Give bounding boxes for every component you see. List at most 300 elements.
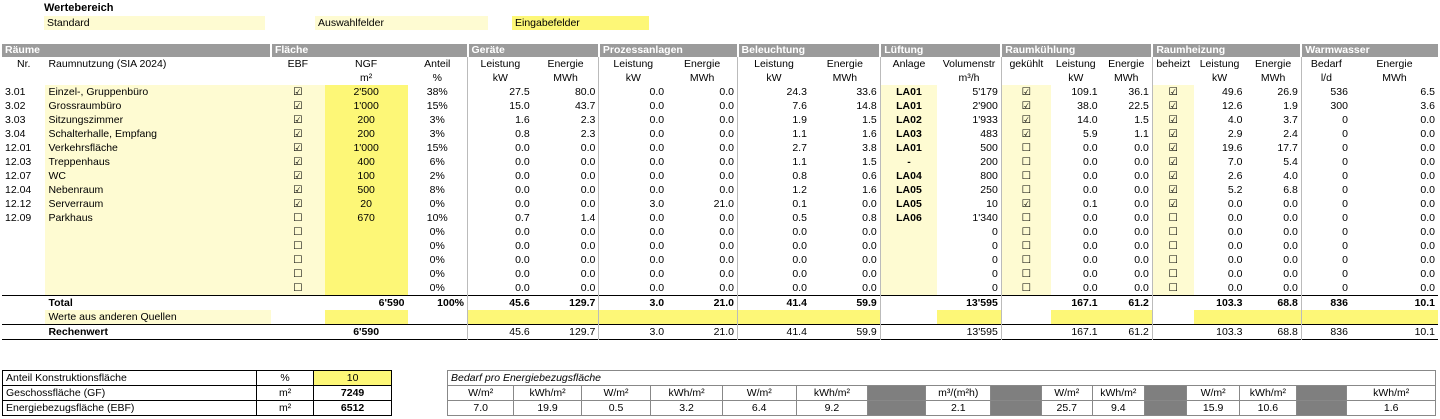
unit-header-cell: MWh xyxy=(1382,71,1407,84)
heizung-energie: 17.7 xyxy=(1277,141,1298,154)
ngf-input[interactable]: 1'000 xyxy=(325,141,408,155)
konstruktion-input[interactable]: 10 xyxy=(314,371,392,386)
room-name[interactable]: Einzel-, Gruppenbüro xyxy=(45,85,271,99)
kuehlung-energie: 0.0 xyxy=(1134,253,1149,266)
kuehlung-leistung: 0.0 xyxy=(1083,239,1098,252)
volumenstrom: 5'179 xyxy=(972,85,998,98)
room-name[interactable] xyxy=(45,253,271,267)
group-flaeche: Fläche xyxy=(271,44,468,57)
rechen-prozess-leistung: 3.0 xyxy=(599,325,667,340)
column-header-cell: Leistung xyxy=(599,57,667,71)
unit-header-cell: kW xyxy=(1211,71,1228,84)
geraete-energie: 2.3 xyxy=(580,113,596,126)
kuehlung-energie: 22.5 xyxy=(1128,99,1149,112)
bedarf-unit: kWh/m² xyxy=(1347,386,1436,401)
ebf-checkbox[interactable]: ☑ xyxy=(271,127,325,141)
ebf-checkbox[interactable]: ☐ xyxy=(271,281,325,296)
kuehlung-checkbox[interactable]: ☐ xyxy=(1001,211,1051,225)
ebf-checkbox[interactable]: ☑ xyxy=(271,169,325,183)
side-row-konstruktion xyxy=(3,371,392,386)
total-anteil: 100% xyxy=(408,296,468,311)
unit-header-cell: MWh xyxy=(1260,71,1286,84)
kuehlung-checkbox[interactable]: ☐ xyxy=(1001,155,1051,169)
unit-header-cell xyxy=(1152,71,1193,85)
prozess-leistung: 0.0 xyxy=(599,253,667,267)
prozess-energie: 0.0 xyxy=(719,211,735,224)
beleuchtung-energie: 0.0 xyxy=(862,225,877,238)
werte-prozess-energie-input[interactable] xyxy=(667,310,737,325)
beleuchtung-leistung: 1.9 xyxy=(738,113,810,127)
heizung-checkbox[interactable]: ☐ xyxy=(1152,281,1193,296)
ww-bedarf: 0 xyxy=(1301,183,1351,197)
ebf-checkbox[interactable]: ☐ xyxy=(271,211,325,225)
geraete-energie: 0.0 xyxy=(580,225,596,238)
room-nr: 12.12 xyxy=(5,197,32,210)
kuehlung-leistung: 0.0 xyxy=(1083,183,1098,196)
room-nr: 3.01 xyxy=(5,85,26,98)
rechen-prozess-energie: 21.0 xyxy=(667,325,737,340)
werte-kuehlung-energie-input[interactable] xyxy=(1101,310,1153,325)
room-nr: 12.09 xyxy=(5,211,32,224)
prozess-energie: 0.0 xyxy=(719,225,735,238)
ww-energie: 0.0 xyxy=(1420,183,1435,196)
ebf-checkbox[interactable]: ☐ xyxy=(271,239,325,253)
beleuchtung-energie: 33.6 xyxy=(856,85,877,98)
ww-bedarf: 0 xyxy=(1301,141,1351,155)
column-header-cell: Bedarf xyxy=(1301,57,1351,71)
ww-energie: 0.0 xyxy=(1420,225,1435,238)
ww-energie: 0.0 xyxy=(1420,113,1435,126)
ngf-input[interactable]: 500 xyxy=(325,183,408,197)
werte-geraete-energie-input[interactable] xyxy=(533,310,599,325)
column-header-cell: beheizt xyxy=(1152,57,1193,71)
lueftung-anlage[interactable]: LA06 xyxy=(880,211,937,225)
room-name[interactable]: Grossraumbüro xyxy=(45,99,271,113)
beleuchtung-leistung: 0.0 xyxy=(738,267,810,281)
geraete-energie: 0.0 xyxy=(580,267,596,280)
anteil-value: 0% xyxy=(429,225,445,238)
geraete-leistung: 0.0 xyxy=(468,155,533,169)
heizung-checkbox[interactable]: ☑ xyxy=(1152,85,1193,99)
ngf-input[interactable]: 400 xyxy=(325,155,408,169)
ww-energie: 3.6 xyxy=(1420,99,1435,112)
geraete-energie: 0.0 xyxy=(580,281,596,294)
ngf-input[interactable] xyxy=(325,267,408,281)
heizung-energie: 2.4 xyxy=(1283,127,1298,140)
ngf-input[interactable]: 2'500 xyxy=(325,85,408,99)
geraete-leistung: 1.6 xyxy=(468,113,533,127)
kuehlung-energie: 0.0 xyxy=(1134,267,1149,280)
unit-header xyxy=(2,71,1438,85)
beleuchtung-energie: 0.6 xyxy=(862,169,877,182)
geraete-leistung: 0.0 xyxy=(468,281,533,296)
lueftung-anlage[interactable]: LA01 xyxy=(880,99,937,113)
room-nr: 12.04 xyxy=(5,183,32,196)
flaechen-summary xyxy=(2,370,392,416)
room-nr: 3.04 xyxy=(5,127,26,140)
room-nr: 12.03 xyxy=(5,155,32,168)
lueftung-anlage[interactable]: LA01 xyxy=(880,141,937,155)
heizung-energie: 4.0 xyxy=(1283,169,1298,182)
heizung-checkbox[interactable]: ☑ xyxy=(1152,99,1193,113)
legend xyxy=(44,2,114,14)
group-raeume: Räume xyxy=(2,44,271,57)
ebf-checkbox[interactable]: ☐ xyxy=(271,225,325,239)
kuehlung-checkbox[interactable]: ☑ xyxy=(1001,85,1051,99)
prozess-energie: 21.0 xyxy=(713,197,735,210)
lueftung-anlage[interactable] xyxy=(880,281,937,296)
room-name[interactable] xyxy=(45,281,271,296)
ww-bedarf: 0 xyxy=(1301,281,1351,296)
ngf-input[interactable]: 20 xyxy=(325,197,408,211)
column-header xyxy=(2,57,1438,71)
bedarf-unit: kWh/m² xyxy=(651,386,723,401)
ebf-checkbox[interactable]: ☐ xyxy=(271,253,325,267)
column-header-cell: EBF xyxy=(287,57,309,70)
column-header-cell: Energie xyxy=(1108,57,1145,70)
geraete-energie: 43.7 xyxy=(574,99,596,112)
column-header-cell: Nr. xyxy=(17,57,31,70)
rechen-geraete-energie: 129.7 xyxy=(533,325,599,340)
total-ww-energie: 10.1 xyxy=(1351,296,1438,311)
prozess-leistung: 0.0 xyxy=(599,239,667,253)
prozess-leistung: 0.0 xyxy=(599,141,667,155)
ww-bedarf: 0 xyxy=(1301,113,1351,127)
kuehlung-checkbox[interactable]: ☐ xyxy=(1001,225,1051,239)
table-row xyxy=(2,211,1438,225)
ww-energie: 0.0 xyxy=(1420,127,1435,140)
room-nr xyxy=(2,281,45,296)
ebf-checkbox[interactable]: ☑ xyxy=(271,141,325,155)
kuehlung-checkbox[interactable]: ☑ xyxy=(1001,113,1051,127)
bedarf-unit: W/m² xyxy=(722,386,796,401)
room-name[interactable]: Schalterhalle, Empfang xyxy=(45,127,271,141)
volumenstrom: 483 xyxy=(980,127,998,140)
ebf-checkbox[interactable]: ☑ xyxy=(271,85,325,99)
beleuchtung-energie: 3.8 xyxy=(862,141,877,154)
bedarf-value: 9.2 xyxy=(796,401,868,416)
rechen-ww-bedarf: 836 xyxy=(1301,325,1351,340)
room-name[interactable]: Verkehrsfläche xyxy=(45,141,271,155)
heizung-checkbox[interactable]: ☑ xyxy=(1152,197,1193,211)
table-body xyxy=(2,85,1438,296)
geraete-leistung: 0.8 xyxy=(468,127,533,141)
heizung-energie: 0.0 xyxy=(1283,197,1298,210)
anteil-value: 2% xyxy=(429,169,445,182)
ww-energie: 0.0 xyxy=(1420,197,1435,210)
unit-header-cell: MWh xyxy=(689,71,715,84)
bedarf-filler xyxy=(1296,386,1347,401)
unit-header-cell xyxy=(2,71,45,85)
beleuchtung-energie: 0.0 xyxy=(862,197,877,210)
heizung-leistung: 4.0 xyxy=(1227,113,1243,126)
ngf-input[interactable]: 200 xyxy=(325,127,408,141)
ngf-input[interactable] xyxy=(325,281,408,296)
ngf-input[interactable]: 670 xyxy=(325,211,408,225)
heizung-checkbox[interactable]: ☑ xyxy=(1152,155,1193,169)
room-nr: 12.01 xyxy=(5,141,32,154)
rechen-heizung-energie: 68.8 xyxy=(1245,325,1301,340)
beleuchtung-leistung: 1.2 xyxy=(738,183,810,197)
room-name[interactable]: Parkhaus xyxy=(45,211,271,225)
room-name[interactable]: Nebenraum xyxy=(45,183,271,197)
kuehlung-leistung: 5.9 xyxy=(1083,127,1098,140)
kuehlung-checkbox[interactable]: ☐ xyxy=(1001,141,1051,155)
table-row xyxy=(2,155,1438,169)
prozess-energie: 0.0 xyxy=(719,281,735,294)
gf-value: 7249 xyxy=(314,386,392,401)
geraete-leistung: 0.7 xyxy=(468,211,533,225)
kuehlung-checkbox[interactable]: ☐ xyxy=(1001,281,1051,296)
lueftung-anlage[interactable]: LA05 xyxy=(880,183,937,197)
ngf-input[interactable]: 1'000 xyxy=(325,99,408,113)
heizung-energie: 1.9 xyxy=(1283,99,1298,112)
side-label: Energiebezugsfläche (EBF) xyxy=(3,401,257,416)
table-row xyxy=(2,225,1438,239)
ebf-checkbox[interactable]: ☐ xyxy=(271,267,325,281)
geraete-leistung: 0.0 xyxy=(468,183,533,197)
bedarf-unit: W/m² xyxy=(1041,386,1092,401)
room-name[interactable]: Treppenhaus xyxy=(45,155,271,169)
ww-energie: 0.0 xyxy=(1420,239,1435,252)
ngf-input[interactable]: 100 xyxy=(325,169,408,183)
room-name[interactable] xyxy=(45,267,271,281)
lueftung-anlage[interactable]: LA02 xyxy=(880,113,937,127)
werte-prozess-leistung-input[interactable] xyxy=(599,310,667,325)
beleuchtung-energie: 0.0 xyxy=(862,239,877,252)
unit-header-cell: m³/h xyxy=(958,71,980,84)
bedarf-values-row xyxy=(448,401,1436,416)
total-geraete-energie: 129.7 xyxy=(533,296,599,311)
room-name[interactable] xyxy=(45,239,271,253)
ebf-checkbox[interactable]: ☑ xyxy=(271,155,325,169)
volumenstrom: 200 xyxy=(980,155,998,168)
geraete-leistung: 0.0 xyxy=(468,253,533,267)
werte-heizung-energie-input[interactable] xyxy=(1245,310,1301,325)
prozess-energie: 0.0 xyxy=(719,169,735,182)
room-nr xyxy=(2,239,45,253)
beleuchtung-leistung: 0.8 xyxy=(738,169,810,183)
rechen-volumenstrom: 13'595 xyxy=(937,325,1001,340)
column-header-cell: Volumenstr xyxy=(942,57,996,70)
ebf-checkbox[interactable]: ☑ xyxy=(271,99,325,113)
beleuchtung-energie: 1.5 xyxy=(862,155,877,168)
column-header-cell: gekühlt xyxy=(1001,57,1051,71)
unit-header-cell xyxy=(1001,71,1051,85)
heizung-checkbox[interactable]: ☐ xyxy=(1152,253,1193,267)
kuehlung-energie: 1.5 xyxy=(1134,113,1149,126)
geraete-energie: 0.0 xyxy=(580,253,596,266)
werte-ngf-input[interactable] xyxy=(325,310,408,325)
kuehlung-leistung: 0.0 xyxy=(1083,225,1098,238)
werte-beleuchtung-energie-input[interactable] xyxy=(810,310,880,325)
prozess-leistung: 0.0 xyxy=(599,113,667,127)
anteil-value: 0% xyxy=(429,253,445,266)
bedarf-unit: kWh/m² xyxy=(796,386,868,401)
ngf-input[interactable] xyxy=(325,239,408,253)
table-row xyxy=(2,267,1438,281)
heizung-leistung: 19.6 xyxy=(1221,141,1243,154)
room-name[interactable]: WC xyxy=(45,169,271,183)
prozess-energie: 0.0 xyxy=(719,85,735,98)
werte-label: Werte aus anderen Quellen xyxy=(45,310,271,325)
lueftung-anlage[interactable]: LA01 xyxy=(880,85,937,99)
werte-beleuchtung-leistung-input[interactable] xyxy=(738,310,810,325)
group-kuehlung: Raumkühlung xyxy=(1001,44,1152,57)
ebf-checkbox[interactable]: ☑ xyxy=(271,113,325,127)
column-header-cell: NGF xyxy=(355,57,378,70)
kuehlung-checkbox[interactable]: ☐ xyxy=(1001,267,1051,281)
prozess-leistung: 0.0 xyxy=(599,267,667,281)
prozess-leistung: 0.0 xyxy=(599,99,667,113)
geraete-leistung: 0.0 xyxy=(468,225,533,239)
total-kuehlung-leistung: 167.1 xyxy=(1051,296,1101,311)
kuehlung-checkbox[interactable]: ☐ xyxy=(1001,239,1051,253)
rechen-ww-energie: 10.1 xyxy=(1351,325,1438,340)
lueftung-anlage[interactable] xyxy=(880,253,937,267)
total-heizung-leistung: 103.3 xyxy=(1194,296,1246,311)
side-label: Geschossfläche (GF) xyxy=(3,386,257,401)
energy-table xyxy=(2,44,1438,340)
total-ww-bedarf: 836 xyxy=(1301,296,1351,311)
anteil-value: 10% xyxy=(426,211,448,224)
heizung-leistung: 0.0 xyxy=(1227,225,1243,238)
room-name[interactable]: Serverraum xyxy=(45,197,271,211)
heizung-leistung: 2.9 xyxy=(1227,127,1243,140)
lueftung-anlage[interactable]: LA05 xyxy=(880,197,937,211)
kuehlung-checkbox[interactable]: ☐ xyxy=(1001,169,1051,183)
lueftung-anlage[interactable]: LA04 xyxy=(880,169,937,183)
kuehlung-leistung: 0.0 xyxy=(1083,281,1098,294)
kuehlung-checkbox[interactable]: ☑ xyxy=(1001,99,1051,113)
heizung-checkbox[interactable]: ☑ xyxy=(1152,113,1193,127)
kuehlung-checkbox[interactable]: ☐ xyxy=(1001,253,1051,267)
kuehlung-checkbox[interactable]: ☑ xyxy=(1001,127,1051,141)
kuehlung-energie: 0.0 xyxy=(1134,239,1149,252)
lueftung-anlage[interactable]: LA03 xyxy=(880,127,937,141)
rechen-kuehlung-leistung: 167.1 xyxy=(1051,325,1101,340)
heizung-leistung: 0.0 xyxy=(1227,239,1243,252)
rechen-beleuchtung-leistung: 41.4 xyxy=(738,325,810,340)
column-header-cell: Leistung xyxy=(468,57,533,71)
heizung-energie: 0.0 xyxy=(1283,281,1298,294)
prozess-leistung: 0.0 xyxy=(599,85,667,99)
column-header-cell: Anteil xyxy=(424,57,451,70)
kuehlung-energie: 1.1 xyxy=(1134,127,1149,140)
heizung-checkbox[interactable]: ☐ xyxy=(1152,211,1193,225)
heizung-checkbox[interactable]: ☑ xyxy=(1152,127,1193,141)
beleuchtung-leistung: 0.1 xyxy=(738,197,810,211)
unit-header-cell: MWh xyxy=(553,71,578,84)
heizung-leistung: 0.0 xyxy=(1227,281,1243,294)
prozess-leistung: 3.0 xyxy=(599,197,667,211)
prozess-energie: 0.0 xyxy=(719,99,735,112)
werte-kuehlung-leistung-input[interactable] xyxy=(1051,310,1101,325)
ww-bedarf: 0 xyxy=(1301,211,1351,225)
heizung-energie: 0.0 xyxy=(1283,211,1298,224)
kuehlung-leistung: 109.1 xyxy=(1071,85,1098,98)
geraete-leistung: 0.0 xyxy=(468,197,533,211)
werte-ww-bedarf-input[interactable] xyxy=(1301,310,1351,325)
anteil-value: 3% xyxy=(429,113,445,126)
heizung-checkbox[interactable]: ☐ xyxy=(1152,225,1193,239)
heizung-checkbox[interactable]: ☑ xyxy=(1152,183,1193,197)
column-header-cell: Energie xyxy=(826,57,863,70)
werte-volumenstrom-input[interactable] xyxy=(937,310,1001,325)
kuehlung-checkbox[interactable]: ☐ xyxy=(1001,183,1051,197)
werte-ww-energie-input[interactable] xyxy=(1351,310,1438,325)
heizung-checkbox[interactable]: ☐ xyxy=(1152,239,1193,253)
geraete-energie: 0.0 xyxy=(580,197,596,210)
geraete-energie: 2.3 xyxy=(580,127,596,140)
unit-header-cell: kW xyxy=(1068,71,1084,84)
prozess-energie: 0.0 xyxy=(719,141,735,154)
kuehlung-leistung: 0.1 xyxy=(1083,197,1098,210)
prozess-energie: 0.0 xyxy=(719,155,735,168)
ww-energie: 0.0 xyxy=(1420,211,1435,224)
ebf-checkbox[interactable]: ☑ xyxy=(271,183,325,197)
kuehlung-leistung: 0.0 xyxy=(1083,211,1098,224)
beleuchtung-leistung: 0.5 xyxy=(738,211,810,225)
bedarf-unit: W/m² xyxy=(1187,386,1240,401)
lueftung-anlage[interactable] xyxy=(880,239,937,253)
bedarf-unit: kWh/m² xyxy=(1092,386,1145,401)
ww-bedarf: 0 xyxy=(1301,127,1351,141)
ngf-input[interactable] xyxy=(325,253,408,267)
beleuchtung-energie: 0.0 xyxy=(862,253,877,266)
geraete-leistung: 0.0 xyxy=(468,141,533,155)
bedarf-value: 2.1 xyxy=(926,401,991,416)
heizung-checkbox[interactable]: ☑ xyxy=(1152,141,1193,155)
unit-header-cell: MWh xyxy=(832,71,858,84)
ww-energie: 0.0 xyxy=(1420,169,1435,182)
side-unit: % xyxy=(256,371,313,386)
ngf-input[interactable]: 200 xyxy=(325,113,408,127)
group-header xyxy=(2,44,1438,57)
heizung-energie: 6.8 xyxy=(1283,183,1298,196)
heizung-checkbox[interactable]: ☐ xyxy=(1152,267,1193,281)
total-label: Total xyxy=(45,296,271,311)
werte-geraete-leistung-input[interactable] xyxy=(468,310,533,325)
lueftung-anlage[interactable] xyxy=(880,225,937,239)
room-name[interactable]: Sitzungszimmer xyxy=(45,113,271,127)
legend-title: Wertebereich xyxy=(44,2,114,14)
werte-heizung-leistung-input[interactable] xyxy=(1194,310,1246,325)
heizung-checkbox[interactable]: ☑ xyxy=(1152,169,1193,183)
column-header-cell: Energie xyxy=(1376,57,1413,70)
lueftung-anlage[interactable]: - xyxy=(880,155,937,169)
prozess-leistung: 0.0 xyxy=(599,281,667,296)
room-name[interactable] xyxy=(45,225,271,239)
ngf-input[interactable] xyxy=(325,225,408,239)
bedarf-filler xyxy=(991,386,1042,401)
side-row-ebf xyxy=(3,401,392,416)
lueftung-anlage[interactable] xyxy=(880,267,937,281)
geraete-energie: 0.0 xyxy=(580,169,596,182)
table-row xyxy=(2,169,1438,183)
bedarf-unit: W/m² xyxy=(448,386,514,401)
ebf-checkbox[interactable]: ☑ xyxy=(271,197,325,211)
kuehlung-leistung: 0.0 xyxy=(1083,169,1098,182)
kuehlung-checkbox[interactable]: ☑ xyxy=(1001,197,1051,211)
unit-header-cell: % xyxy=(432,71,442,84)
volumenstrom: 0 xyxy=(991,281,998,294)
geraete-leistung: 0.0 xyxy=(468,239,533,253)
heizung-energie: 3.7 xyxy=(1283,113,1298,126)
ww-bedarf: 0 xyxy=(1301,169,1351,183)
column-header-cell: Leistung xyxy=(1199,57,1240,70)
ww-energie: 6.5 xyxy=(1420,85,1435,98)
